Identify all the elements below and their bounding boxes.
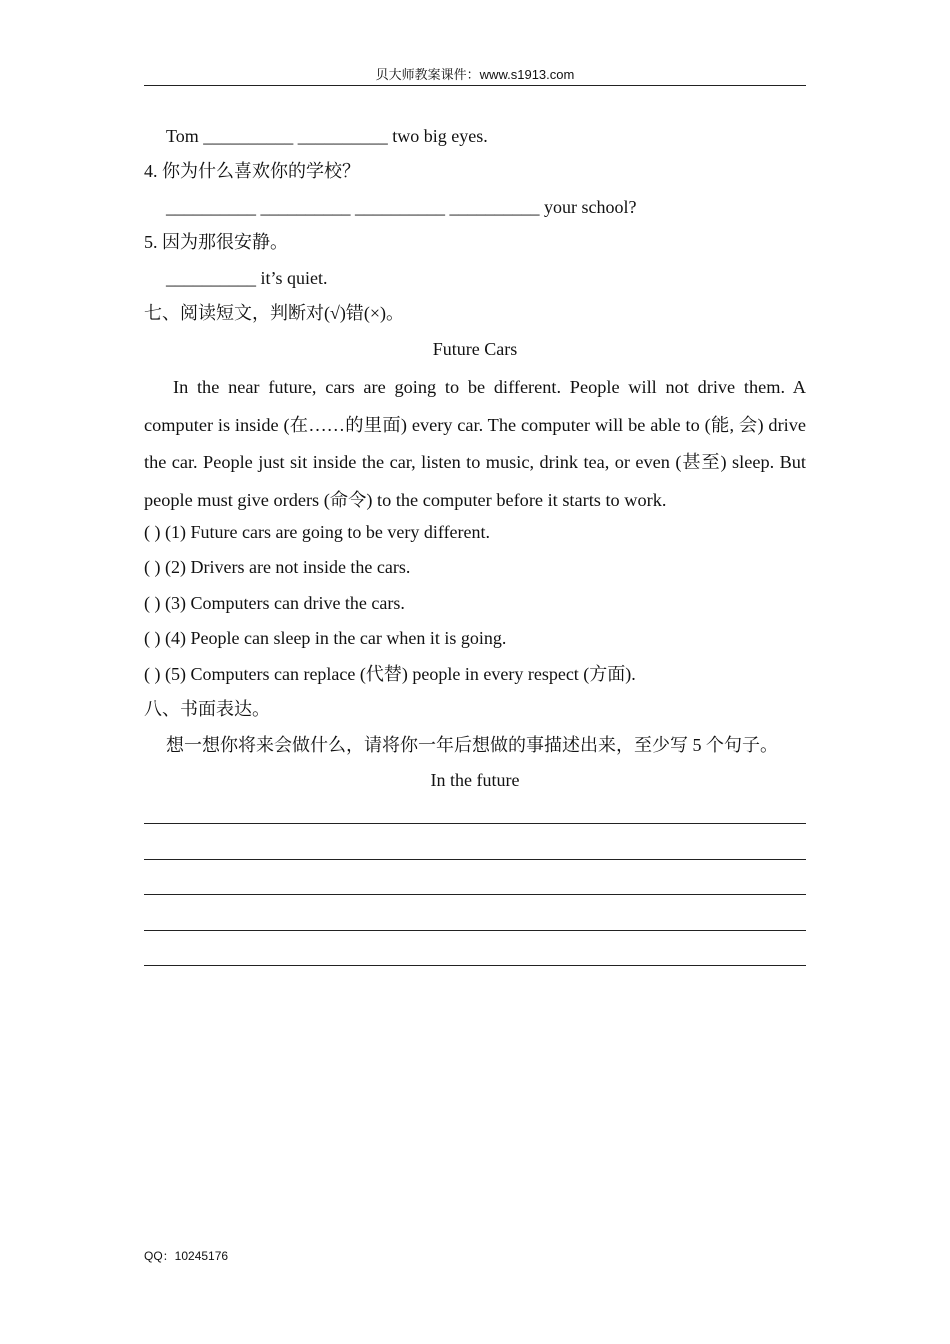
reading-passage: In the near future, cars are going to be different. People will not drive them. A computer is inside (在……的里面) every car. The computer will be able to (能, 会) drive the car. People just sit inside the car, listen to music, drink tea, or even (甚至) sleep. But people must give orders (命令) to the computer before it starts to work.	[144, 377, 806, 510]
writing-line[interactable]	[144, 859, 806, 860]
answer-line-5: __________ it’s quiet.	[166, 268, 328, 288]
writing-instruction: 想一想你将来会做什么，请将你一年后想做的事描述出来，至少写 5 个句子。	[166, 735, 778, 755]
writing-line[interactable]	[144, 930, 806, 931]
writing-line[interactable]	[144, 823, 806, 824]
tf-question-5: ( ) (5) Computers can replace (代替) people in every respect (方面).	[144, 664, 636, 684]
reading-title: Future Cars	[432, 339, 518, 359]
question-4: 4. 你为什么喜欢你的学校？	[144, 161, 360, 181]
page-header: 贝大师教案课件：www.s1913.com	[144, 64, 806, 86]
tf-question-3: ( ) (3) Computers can drive the cars.	[144, 593, 405, 613]
section-8-heading: 八、书面表达。	[144, 699, 270, 719]
section-7-heading: 七、阅读短文，判断对(√)错(×)。	[144, 303, 405, 323]
tf-question-2: ( ) (2) Drivers are not inside the cars.	[144, 557, 411, 577]
question-5: 5. 因为那很安静。	[144, 232, 288, 252]
page-footer: QQ：10245176	[144, 1249, 229, 1263]
answer-line-4: __________ __________ __________ __________ your school?	[166, 197, 637, 217]
writing-line[interactable]	[144, 965, 806, 966]
writing-title: In the future	[430, 770, 520, 790]
writing-line[interactable]	[144, 894, 806, 895]
tf-question-1: ( ) (1) Future cars are going to be very different.	[144, 522, 491, 542]
tf-question-4: ( ) (4) People can sleep in the car when it is going.	[144, 628, 507, 648]
answer-line-tom: Tom __________ __________ two big eyes.	[166, 126, 488, 146]
